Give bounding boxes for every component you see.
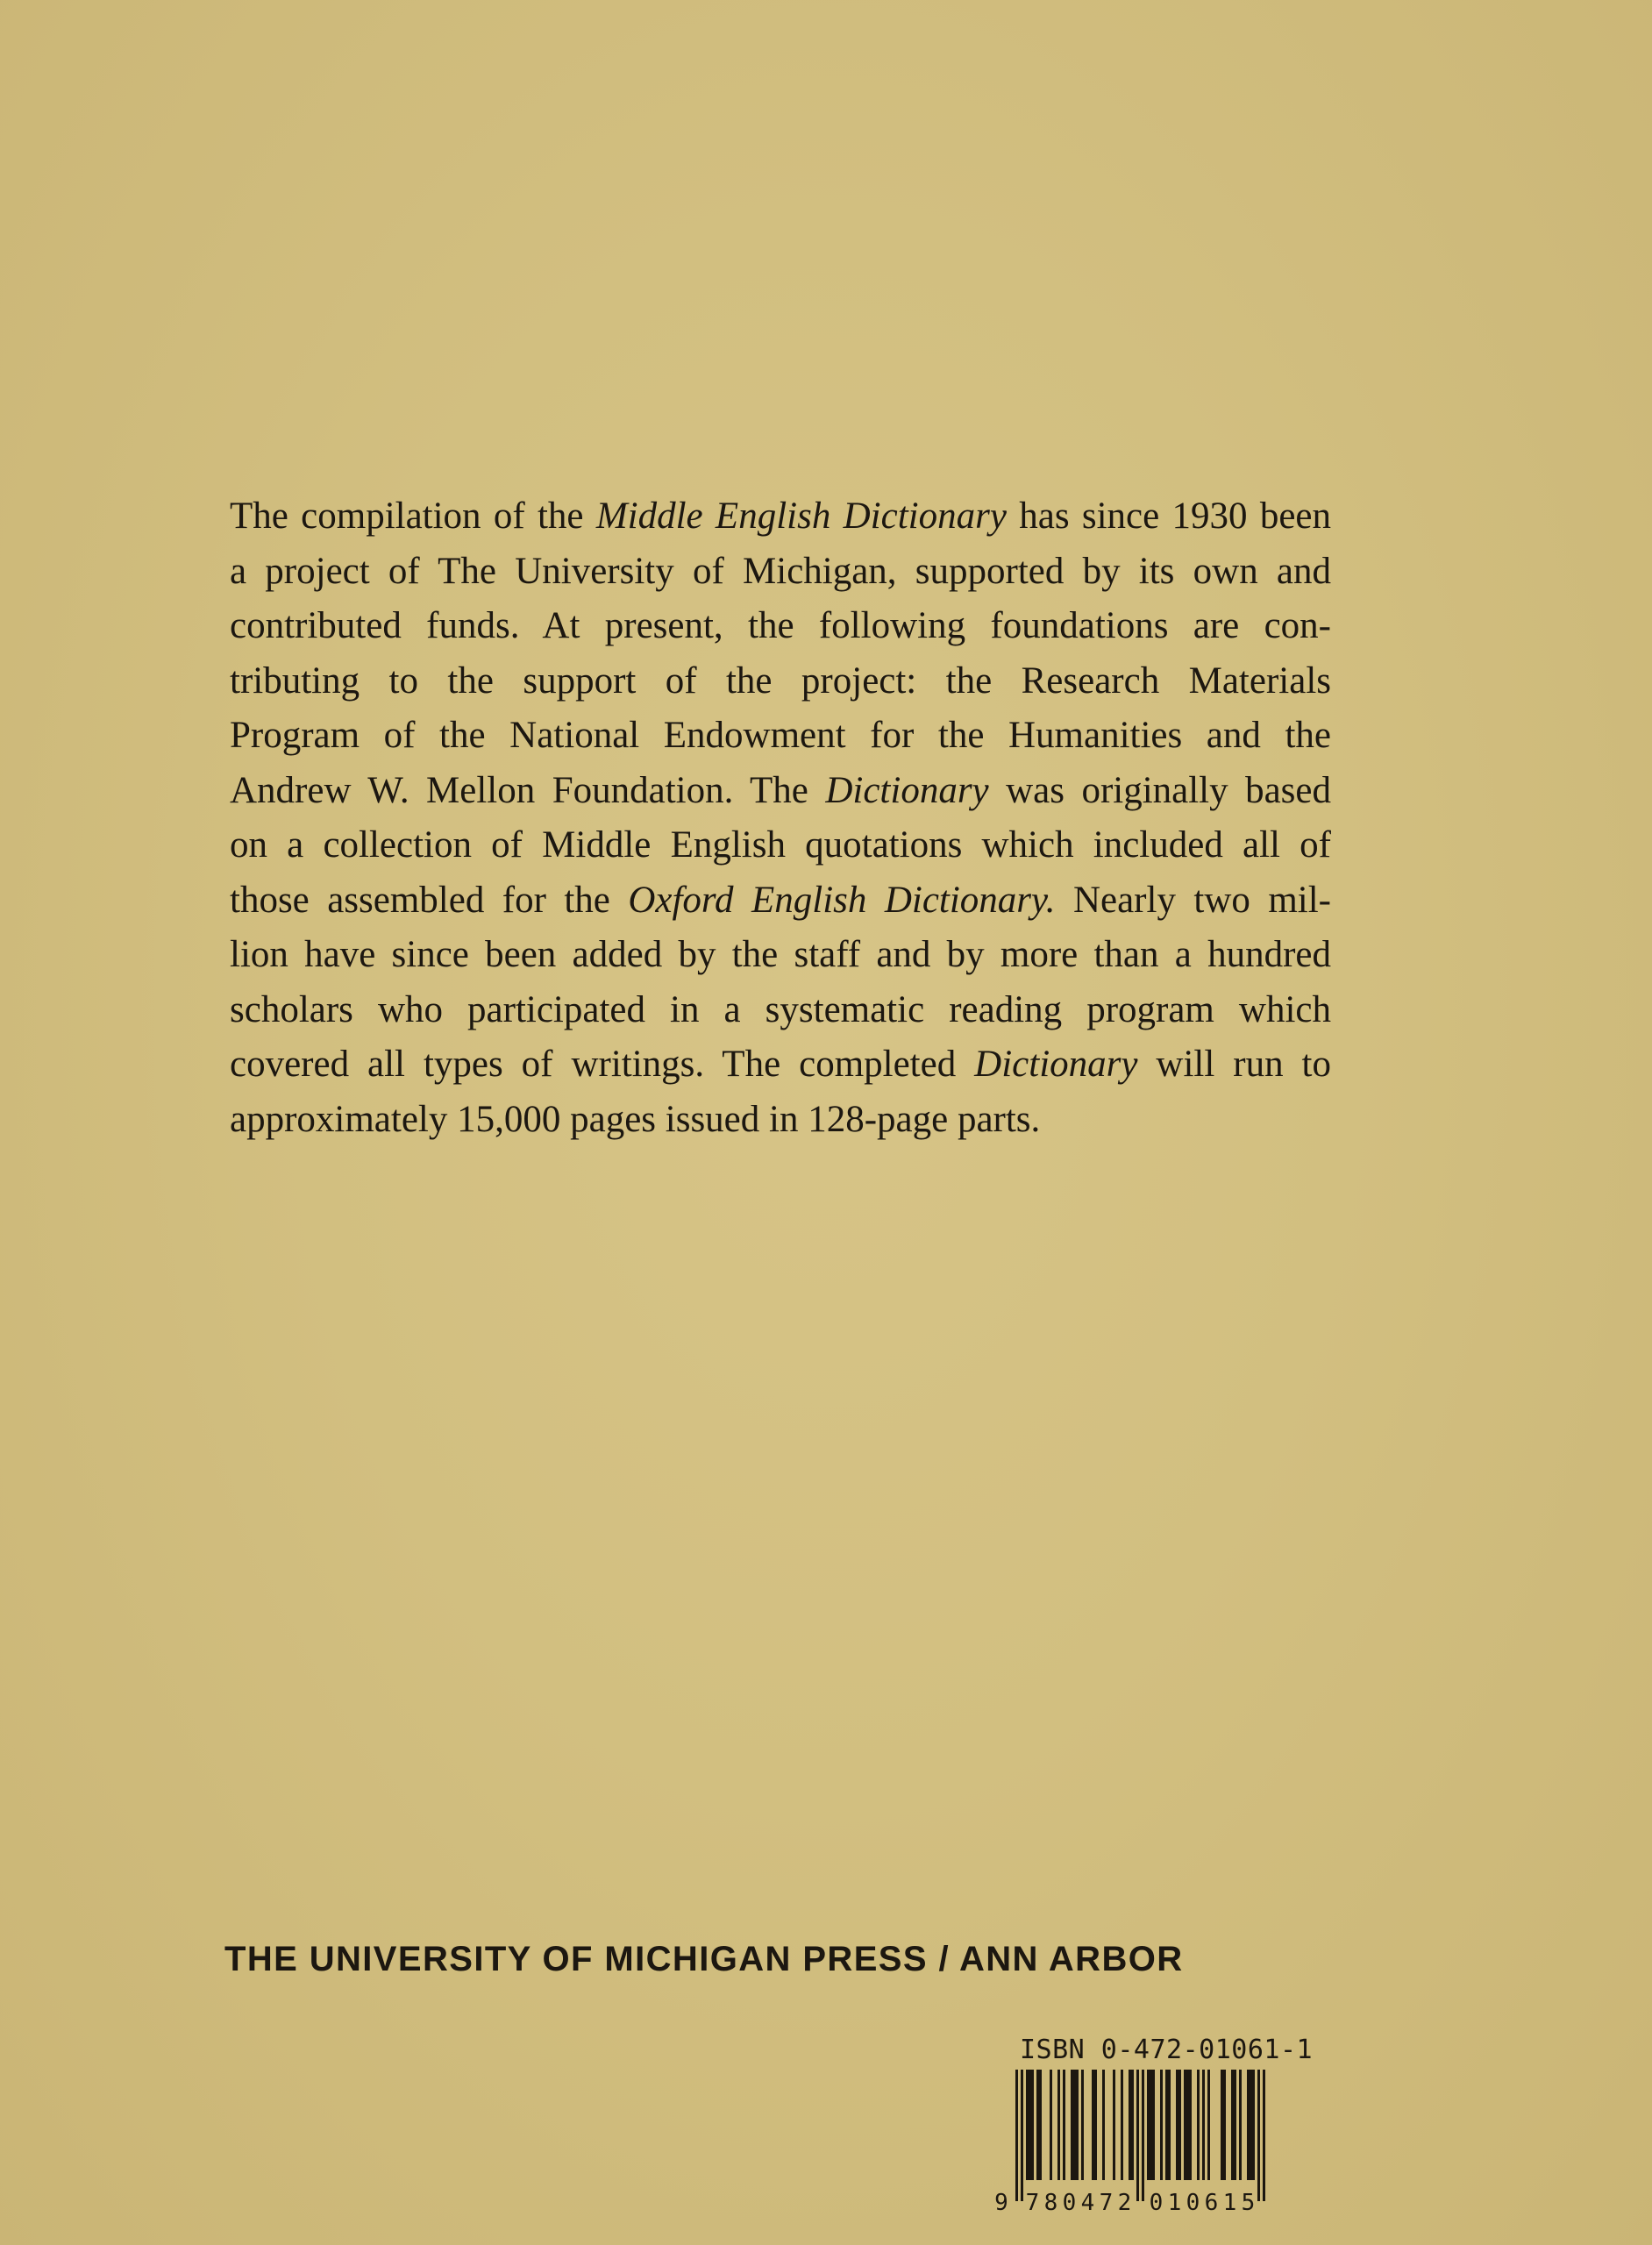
barcode-digit: 7	[1099, 2190, 1114, 2216]
barcode-bar	[1150, 2070, 1152, 2180]
barcode-bar	[1031, 2070, 1034, 2180]
barcode-digit: 9	[994, 2190, 1008, 2216]
barcode-digit: 1	[1167, 2190, 1182, 2216]
barcode-guard-bar	[1136, 2070, 1139, 2201]
description-line	[230, 599, 1331, 654]
barcode-guard-bar	[1021, 2070, 1023, 2201]
barcode-bar	[1223, 2070, 1226, 2180]
barcode-bar	[1247, 2070, 1250, 2180]
text-run: a project of The University of Michigan, supported by its own and	[230, 550, 1331, 592]
barcode-bar	[1165, 2070, 1168, 2180]
barcode-bar	[1071, 2070, 1073, 2180]
description-line	[230, 818, 1331, 873]
barcode-bar	[1168, 2070, 1171, 2180]
text-run: approximately 15,000 pages issued in 128-page parts.	[230, 1098, 1041, 1140]
description-line	[230, 709, 1331, 764]
barcode-graphic	[991, 2068, 1300, 2226]
barcode-guard-bar	[1263, 2070, 1265, 2201]
barcode-bar	[1176, 2070, 1178, 2180]
description-paragraph	[230, 489, 1331, 1147]
barcode-guard-bar	[1015, 2070, 1018, 2201]
barcode-bar	[1121, 2070, 1123, 2180]
barcode-bar	[1184, 2070, 1186, 2180]
barcode-bar	[1102, 2070, 1105, 2180]
barcode-bar	[1152, 2070, 1155, 2180]
text-run: lion have since been added by the staff and by more than a hundred	[230, 934, 1331, 975]
barcode-bar	[1081, 2070, 1084, 2180]
barcode-guard-bar	[1142, 2070, 1144, 2201]
description-line	[230, 764, 1331, 819]
text-run: on a collection of Middle English quotations which included all of	[230, 824, 1331, 866]
barcode-bar	[1076, 2070, 1079, 2180]
barcode-digit: 5	[1241, 2190, 1256, 2216]
text-run: covered all types of writings. The completed	[230, 1044, 975, 1085]
barcode-bar	[1231, 2070, 1234, 2180]
barcode-digit: 0	[1149, 2190, 1164, 2216]
barcode-bar	[1131, 2070, 1134, 2180]
barcode-bar	[1092, 2070, 1094, 2180]
description-line	[230, 928, 1331, 983]
description-line	[230, 1037, 1331, 1093]
barcode-bar	[1234, 2070, 1236, 2180]
barcode-bar	[1239, 2070, 1242, 2180]
barcode-bar	[1189, 2070, 1192, 2180]
barcode-guard-bar	[1257, 2070, 1260, 2201]
barcode-bar	[1221, 2070, 1223, 2180]
barcode-bar	[1094, 2070, 1097, 2180]
description-line	[230, 1093, 1331, 1148]
barcode-bar	[1197, 2070, 1200, 2180]
description-line	[230, 983, 1331, 1038]
description-line	[230, 545, 1331, 600]
publisher-imprint: THE UNIVERSITY OF MICHIGAN PRESS / ANN ARBOR	[224, 1940, 1184, 1978]
italic-title: Middle English Dictionary	[595, 495, 1007, 537]
description-line	[230, 873, 1331, 929]
barcode-digit: 1	[1222, 2190, 1237, 2216]
barcode-bar	[1113, 2070, 1115, 2180]
text-run: Nearly two mil-	[1055, 879, 1331, 921]
text-run: contributed funds. At present, the following foundations are con-	[230, 605, 1331, 646]
text-run: was originally based	[988, 769, 1331, 811]
text-run: The compilation of the	[230, 495, 596, 537]
text-run: scholars who participated in a systematic reading program which	[230, 988, 1331, 1030]
barcode-bar	[1129, 2070, 1131, 2180]
barcode-bar	[1147, 2070, 1150, 2180]
barcode-bar	[1063, 2070, 1065, 2180]
italic-title: Dictionary	[974, 1044, 1138, 1085]
barcode-bar	[1207, 2070, 1210, 2180]
text-run: Andrew W. Mellon Foundation. The	[230, 769, 826, 811]
barcode-bar	[1029, 2070, 1031, 2180]
barcode-bar	[1202, 2070, 1205, 2180]
barcode	[991, 2068, 1300, 2226]
barcode-bar	[1026, 2070, 1029, 2180]
text-run: tributing to the support of the project: the Research Materials	[230, 659, 1331, 702]
barcode-digit: 6	[1204, 2190, 1219, 2216]
barcode-digit: 0	[1186, 2190, 1200, 2216]
isbn-label: ISBN 0-472-01061-1	[1020, 2035, 1314, 2065]
barcode-bar	[1036, 2070, 1039, 2180]
barcode-bar	[1178, 2070, 1181, 2180]
barcode-digit: 4	[1080, 2190, 1095, 2216]
barcode-digit: 2	[1117, 2190, 1132, 2216]
barcode-bar	[1250, 2070, 1252, 2180]
barcode-bar	[1050, 2070, 1052, 2180]
barcode-digit: 7	[1025, 2190, 1040, 2216]
text-run: those assembled for the	[230, 879, 629, 921]
text-run: will run to	[1137, 1044, 1331, 1085]
barcode-bar	[1160, 2070, 1163, 2180]
italic-title: Oxford English Dictionary.	[628, 879, 1056, 921]
barcode-bar	[1039, 2070, 1042, 2180]
text-run: has since 1930 been	[1006, 495, 1331, 537]
barcode-bar	[1057, 2070, 1060, 2180]
description-line	[230, 654, 1331, 709]
barcode-bar	[1073, 2070, 1076, 2180]
description-line	[230, 489, 1331, 545]
barcode-bar	[1252, 2070, 1255, 2180]
barcode-digit: 0	[1062, 2190, 1077, 2216]
barcode-bar	[1186, 2070, 1189, 2180]
text-run: Program of the National Endowment for the Humanities and the	[230, 715, 1331, 756]
barcode-digit: 8	[1043, 2190, 1058, 2216]
italic-title: Dictionary	[825, 769, 989, 811]
